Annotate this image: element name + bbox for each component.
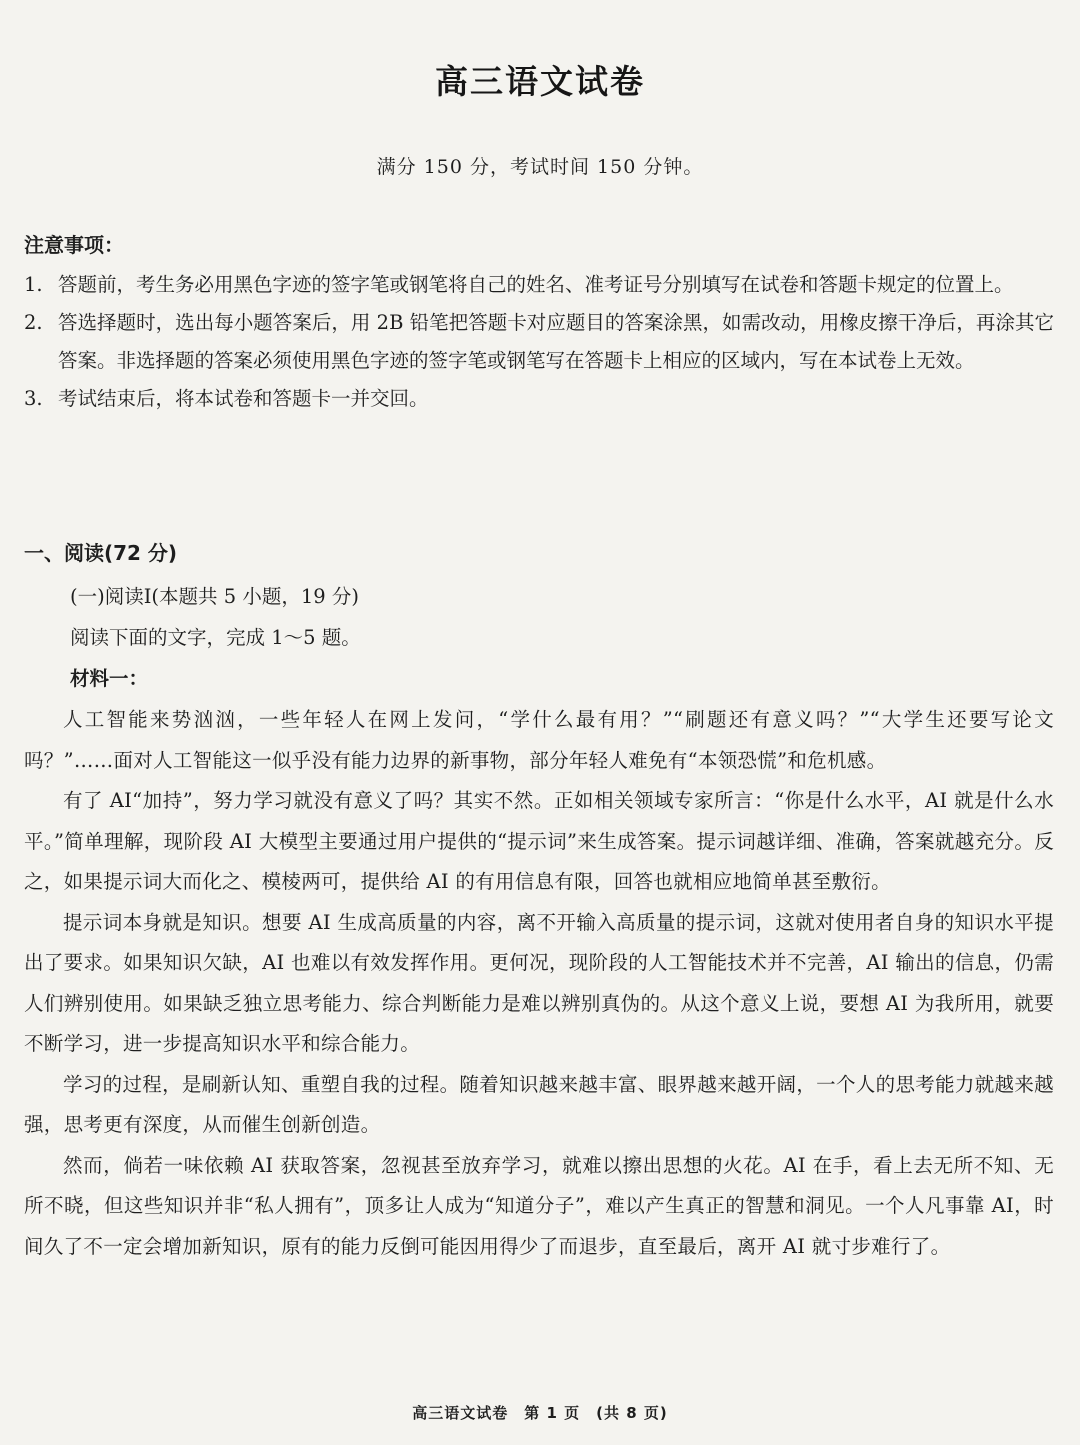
- notice-item: [24, 380, 1054, 418]
- paragraph: 学习的过程，是刷新认知、重塑自我的过程。随着知识越来越丰富、眼界越来越开阔，一个人的思考能力就越来越强，思考更有深度，从而催生创新创造。: [24, 1072, 1054, 1136]
- subsection-block: [70, 576, 361, 699]
- paragraph: 然而，倘若一味依赖 AI 获取答案，忽视甚至放弃学习，就难以擦出思想的火花。AI 在手，看上去无所不知、无所不晓，但这些知识并非“私人拥有”，顶多让人成为“知道分子”，难以产生真正的智慧和洞见。一个人凡事靠 AI，时间久了不一定会增加新知识，原有的能力反倒可能因用得少了而退步，直至最后，离开 AI 就寸步难行了。: [24, 1153, 1054, 1258]
- page-title: 高三语文试卷: [435, 62, 645, 101]
- paragraph: 提示词本身就是知识。想要 AI 生成高质量的内容，离不开输入高质量的提示词，这就对使用者自身的知识水平提出了要求。如果知识欠缺，AI 也难以有效发挥作用。更何况，现阶段的人工智能技术并不完善，AI 输出的信息，仍需人们辨别使用。如果缺乏独立思考能力、综合判断能力是难以辨别真伪的。从这个意义上说，要想 AI 为我所用，就要不断学习，进一步提高知识水平和综合能力。: [24, 910, 1054, 1055]
- notice-item-text: 答选择题时，选出每小题答案后，用 2B 铅笔把答题卡对应题目的答案涂黑，如需改动，用橡皮擦干净后，再涂其它答案。非选择题的答案必须使用黑色字迹的签字笔或钢笔写在答题卡上相应的区域内，写在本试卷上无效。: [58, 311, 1054, 372]
- material-body: [24, 700, 1054, 1267]
- notice-item-number: 3.: [24, 387, 43, 410]
- notice-item: [24, 304, 1054, 380]
- section-heading: 一、阅读(72 分): [24, 541, 178, 565]
- subsection-title: (一)阅读Ⅰ(本题共 5 小题，19 分): [70, 585, 359, 608]
- page-footer: 高三语文试卷 第 1 页 (共 8 页): [412, 1404, 668, 1422]
- notice-item-number: 2.: [24, 311, 43, 334]
- material-label: 材料一：: [70, 667, 149, 690]
- notice-item-text: 考试结束后，将本试卷和答题卡一并交回。: [58, 387, 429, 410]
- exam-subtitle: 满分 150 分，考试时间 150 分钟。: [376, 156, 704, 178]
- notice-list: [24, 266, 1054, 418]
- notice-heading: 注意事项：: [24, 233, 124, 257]
- notice-item: [24, 266, 1054, 304]
- paragraph: 人工智能来势汹汹，一些年轻人在网上发问，“学什么最有用？”“刷题还有意义吗？”“大学生还要写论文吗？”……面对人工智能这一似乎没有能力边界的新事物，部分年轻人难免有“本领恐慌”和危机感。: [24, 708, 1054, 772]
- notice-item-text: 答题前，考生务必用黑色字迹的签字笔或钢笔将自己的姓名、准考证号分别填写在试卷和答题卡规定的位置上。: [58, 273, 1014, 296]
- paragraph: 有了 AI“加持”，努力学习就没有意义了吗？其实不然。正如相关领域专家所言：“你是什么水平，AI 就是什么水平。”简单理解，现阶段 AI 大模型主要通过用户提供的“提示词”来生成答案。提示词越详细、准确，答案就越充分。反之，如果提示词大而化之、模棱两可，提供给 AI 的有用信息有限，回答也就相应地简单甚至敷衍。: [24, 789, 1054, 893]
- reading-instruction: 阅读下面的文字，完成 1～5 题。: [70, 626, 361, 649]
- notice-item-number: 1.: [24, 273, 43, 296]
